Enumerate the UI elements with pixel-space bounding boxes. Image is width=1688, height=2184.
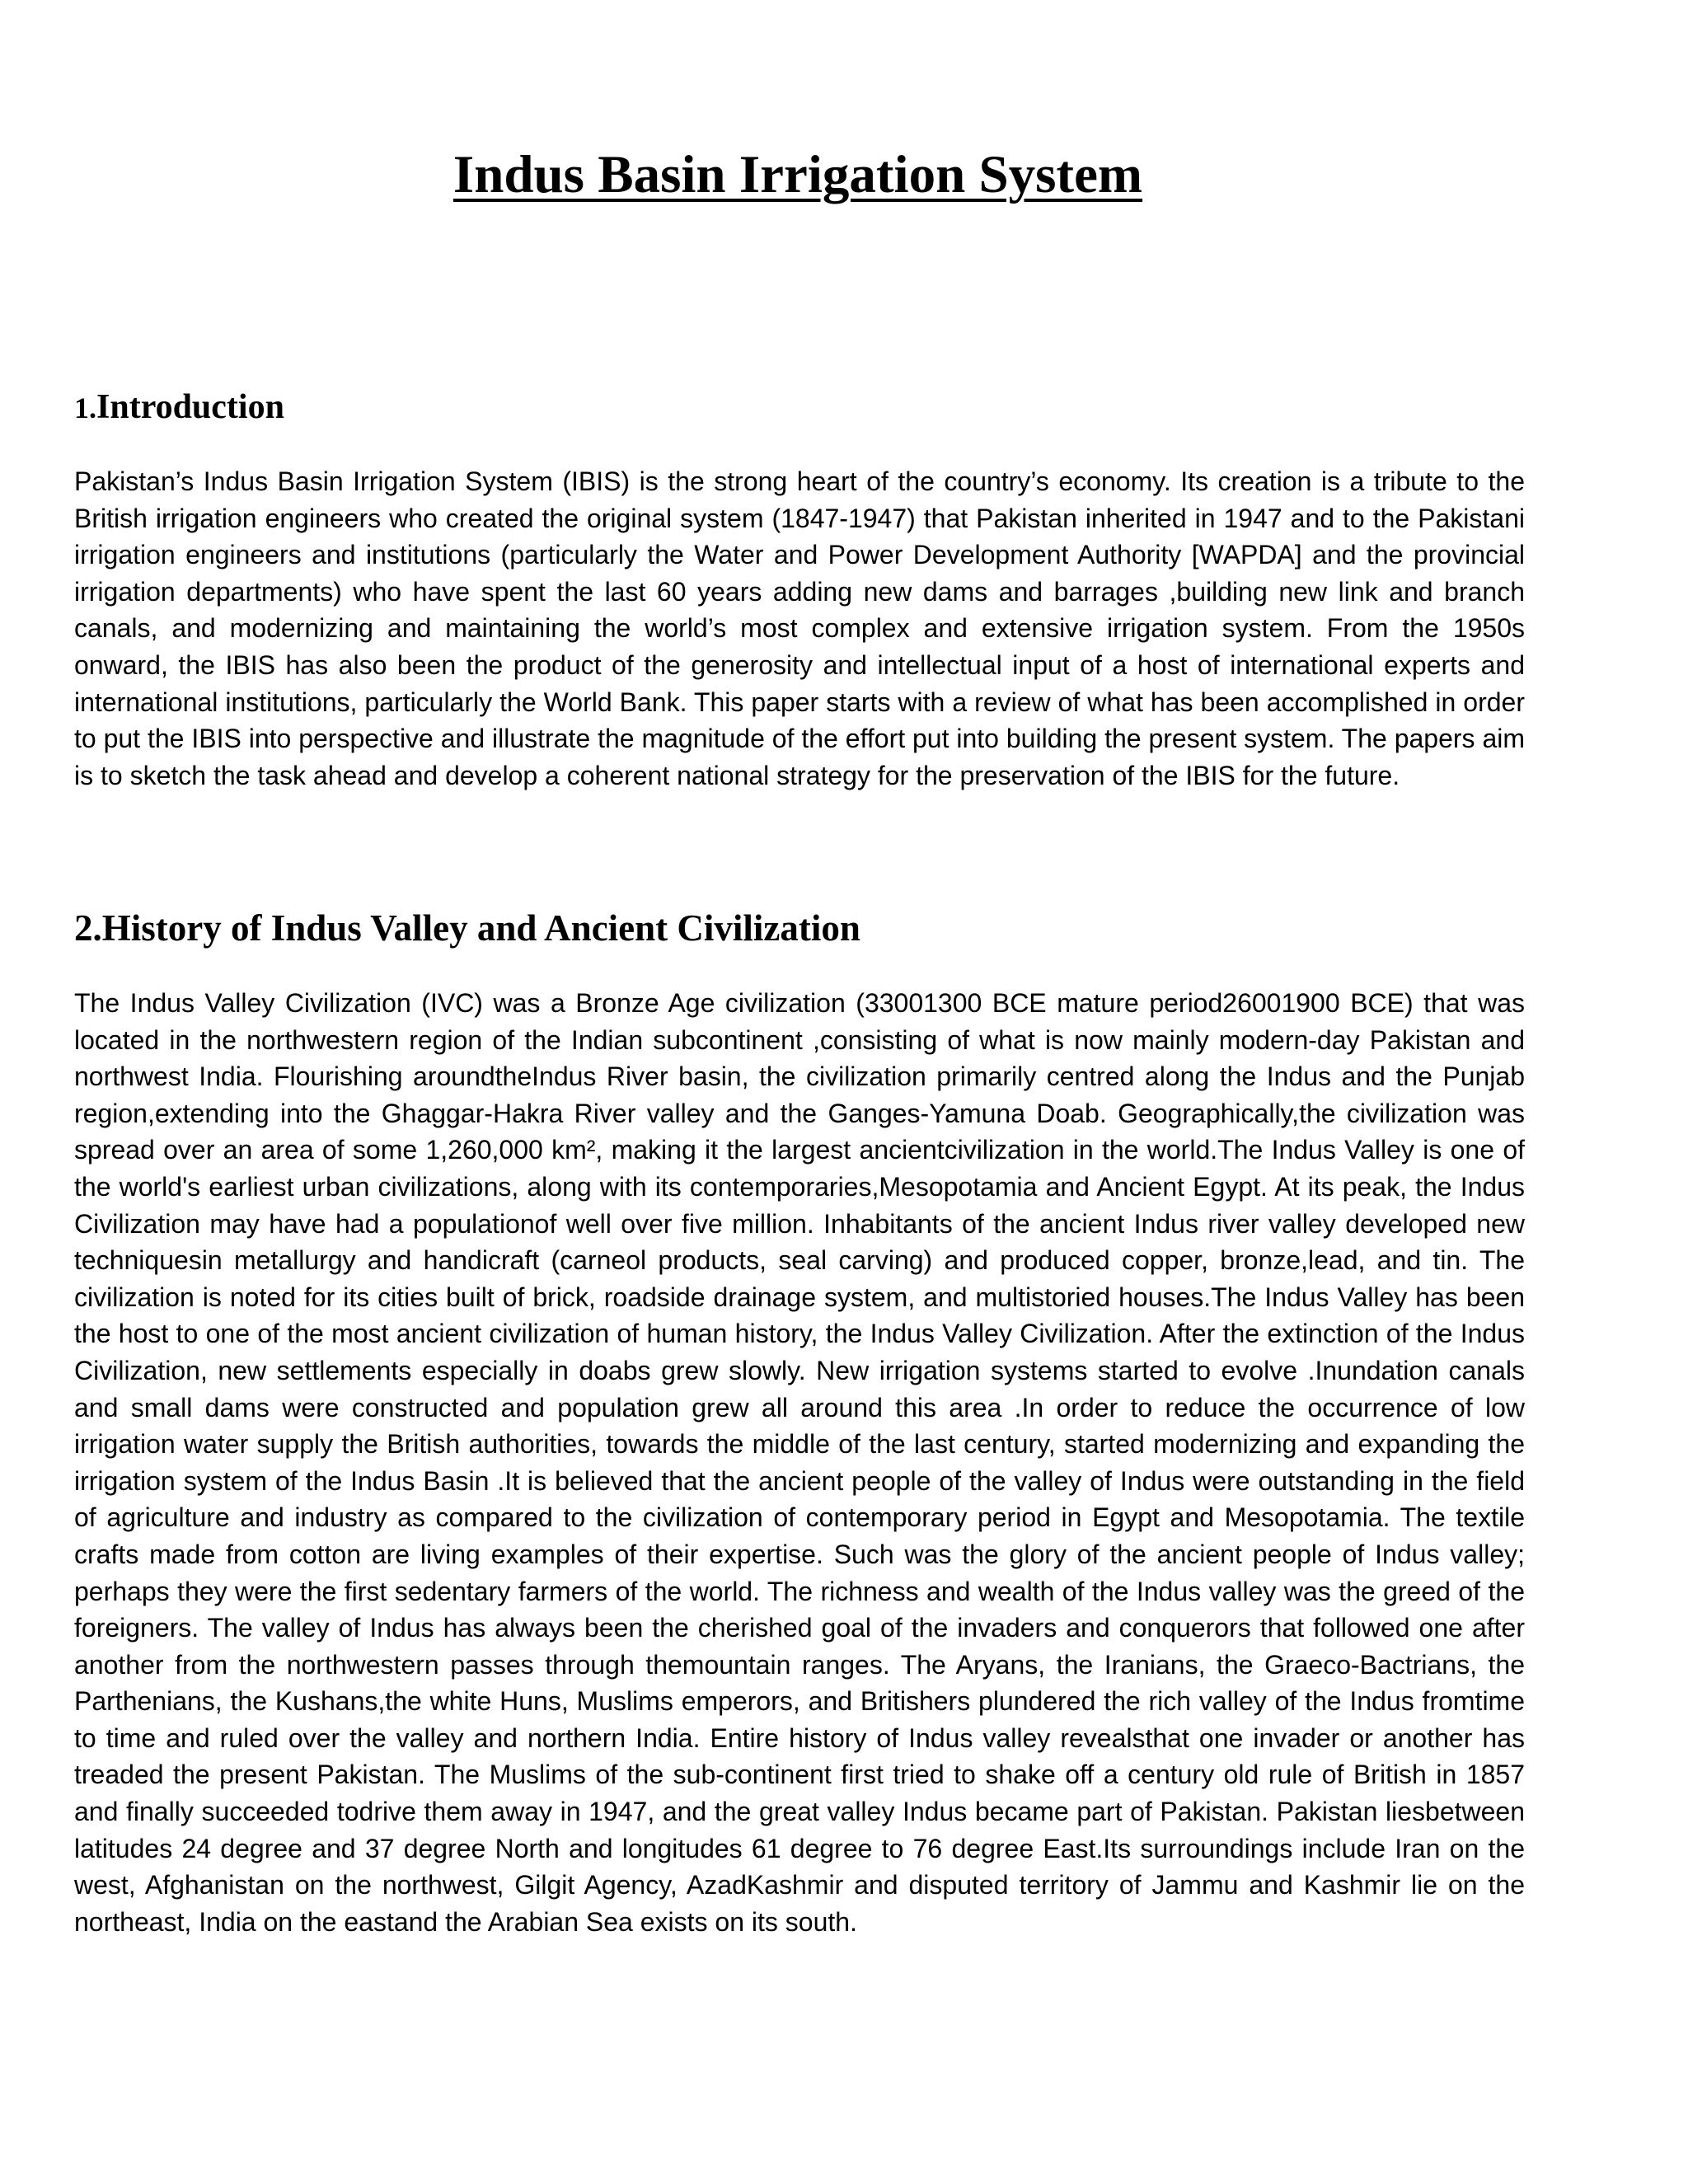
section-heading-text: Introduction (96, 388, 284, 426)
section-heading-text: History of Indus Valley and Ancient Civilization (101, 907, 860, 949)
section-number: 1. (74, 391, 96, 424)
section-heading-history (74, 904, 1525, 952)
section-number: 2. (74, 907, 102, 949)
section-heading-introduction (74, 384, 1525, 431)
history-paragraph: The Indus Valley Civilization (IVC) was a Bronze Age civilization (33001300 BCE mature period26001900 BCE) that was located in the northwestern region of the Indian subcontinent ,consisting of what is now mainly modern-day Pakistan and northwest India. Flourishing aroundtheIndus River basin, the civilization primarily centred along the Indus and the Punjab region,extending into the Ghaggar-Hakra River valley and the Ganges-Yamuna Doab. Geographically,the civilization was spread over an area of some 1,260,000 km², making it the largest ancientcivilization in the world.The Indus Valley is one of the world's earliest urban civilizations, along with its contemporaries,Mesopotamia and Ancient Egypt. At its peak, the Indus Civilization may have had a populationof well over five million. Inhabitants of the ancient Indus river valley developed new techniquesin metallurgy and handicraft (carneol products, seal carving) and produced copper, bronze,lead, and tin. The civilization is noted for its cities built of brick, roadside drainage system, and multistoried houses.The Indus Valley has been the host to one of the most ancient civilization of human history, the Indus Valley Civilization. After the extinction of the Indus Civilization, new settlements especially in doabs grew slowly. New irrigation systems started to evolve .Inundation canals and small dams were constructed and population grew all around this area .In order to reduce the occurrence of low irrigation water supply the British authorities, towards the middle of the last century, started modernizing and expanding the irrigation system of the Indus Basin .It is believed that the ancient people of the valley of Indus were outstanding in the field of agriculture and industry as compared to the civilization of contemporary period in Egypt and Mesopotamia. The textile crafts made from cotton are living examples of their expertise. Such was the glory of the ancient people of Indus valley; perhaps they were the first sedentary farmers of the world. The richness and wealth of the Indus valley was the greed of the foreigners. The valley of Indus has always been the cherished goal of the invaders and conquerors that followed one after another from the northwestern passes through themountain ranges. The Aryans, the Iranians, the Graeco-Bactrians, the Parthenians, the Kushans,the white Huns, Muslims emperors, and Britishers plundered the rich valley of the Indus fromtime to time and ruled over the valley and northern India. Entire history of Indus valley revealsthat one invader or another has treaded the present Pakistan. The Muslims of the sub-continent first tried to shake off a century old rule of British in 1857 and finally succeeded todrive them away in 1947, and the great valley Indus became part of Pakistan. Pakistan liesbetween latitudes 24 degree and 37 degree North and longitudes 61 degree to 76 degree East.Its surroundings include Iran on the west, Afghanistan on the northwest, Gilgit Agency, AzadKashmir and disputed territory of Jammu and Kashmir lie on the northeast, India on the eastand the Arabian Sea exists on its south. (74, 988, 1525, 1937)
introduction-paragraph: Pakistan’s Indus Basin Irrigation System (IBIS) is the strong heart of the country’s economy. Its creation is a tribute to the British irrigation engineers who created the original system (1847-1947) that Pakistan inherited in 1947 and to the Pakistani irrigation engineers and institutions (particularly the Water and Power Development Authority [WAPDA] and the provincial irrigation departments) who have spent the last 60 years adding new dams and barrages ,building new link and branch canals, and modernizing and maintaining the world’s most complex and extensive irrigation system. From the 1950s onward, the IBIS has also been the product of the generosity and intellectual input of a host of international experts and international institutions, particularly the World Bank. This paper starts with a review of what has been accomplished in order to put the IBIS into perspective and illustrate the magnitude of the effort put into building the present system. The papers aim is to sketch the task ahead and develop a coherent national strategy for the preservation of the IBIS for the future. (74, 466, 1525, 790)
document-title: Indus Basin Irrigation System (452, 145, 1143, 204)
